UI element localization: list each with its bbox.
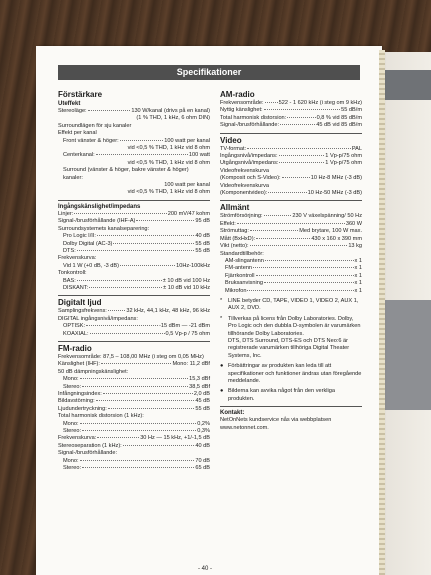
spec-row: Frekvenskurva: 30 Hz — 15 kHz, +1/-1,5 dB [58,435,210,442]
spec-row: Stereo: 65 dB [63,465,210,472]
spec-row: Effekt: 360 W [220,220,362,227]
spec-row: Mono: 0,2% [63,420,210,427]
spec-row: BAS: ± 10 dB vid 100 Hz [63,277,210,284]
spec-detail: 100 watt per kanal [164,182,210,189]
footnote: * LINE betyder CD, TAPE, VIDEO 1, VIDEO 2, AUX 1, AUX 2, DVD. [220,297,359,312]
subheading-uteffekt: Uteffekt [58,101,81,107]
spec-row: Frekvensområde: 522 - 1 620 kHz (i steg om 9 kHz) [220,100,362,106]
contact-text: NetOnNets kundservice nås via webbplatsen [220,417,332,424]
spec-row: DISKANT: ± 10 dB vid 10 kHz [63,284,210,291]
spec-row: Mono: 70 dB [63,457,210,464]
spec-row: Strömförsörjning: 230 V växelspänning/ 50 Hz [220,213,362,220]
spec-row: Vid 1 W (+0 dB, -3 dB) 10Hz-100kHz [63,262,210,269]
spec-row: Samplingsfrekvens: 32 kHz, 44,1 kHz, 48 kHz, 96 kHz [58,308,210,315]
adjacent-page-band [384,70,431,100]
spec-row: Centerkanal: 100 watt [63,152,210,159]
page-title: Specifikationer [58,65,360,80]
spec-text: Standardtillbehör: [220,250,264,257]
spec-row: Stereoseparation (1 kHz): 40 dB [58,442,210,449]
spec-row: DTS: 55 dB [63,247,210,254]
divider [220,200,362,201]
contact-url: www.netonnet.com. [220,424,269,431]
divider [220,406,362,407]
spec-text: Signal-/brusförhållande: [58,450,118,457]
spec-row: (Komponentvideo): 10 Hz-50 MHz (-3 dB) [220,190,362,197]
spec-row: TV-format: PAL [220,145,362,152]
section-heading-fm: FM-radio [58,343,92,353]
section-heading-am: AM-radio [220,90,255,99]
spec-text: Total harmonisk distorsion (1 kHz): [58,413,144,420]
contact-heading: Kontakt: [220,410,245,417]
spec-row: Total harmonisk distorsion: 0,8 % vid 85 dB/m [220,114,362,121]
bullet-mark: ● [220,363,224,370]
spec-row: Vikt (netto): 13 kg [220,243,362,250]
spec-row: KOAXIAL: 0,5 Vp-p / 75 ohm [63,330,210,337]
spec-row: Front vänster & höger: 100 watt per kanal [63,137,210,144]
footnote: ● Förbättringar av produkten kan leda till att specifikationer och funktioner ändras utan föregående meddelande. [220,363,362,384]
spec-row: (Komposit och S-Video): 10 Hz-8 MHz (-3 dB) [220,175,362,182]
spec-text: Frekvenskurva: [58,255,97,262]
spec-row: Stereoläge: 130 W/kanal (drivs på en kanal) [58,108,210,114]
divider [220,133,362,134]
right-column [220,90,362,432]
spec-detail: vid <0,5 % THD, 1 kHz vid 8 ohm [127,145,210,152]
spec-text: DIGITAL ingångsnivå/impedans: [58,315,138,322]
spiral-binding [379,50,385,575]
spec-row: Känslighet (IHF): Mono: 11,2 dBf [58,361,210,368]
asterisk-mark: * [220,297,223,304]
spec-row: Stereo: 0,3% [63,428,210,435]
spec-row: Bildavstörning: 45 dB [58,398,210,405]
footnote: ● Bilderna kan avvika något från den verkliga produkten. [220,388,335,402]
spec-text: Videofrekvenskurva [220,182,270,189]
spec-row: OPTISK: -15 dBm — -21 dBm [63,323,210,330]
section-heading-video: Video [220,135,242,145]
adjacent-page-stripe [384,300,431,410]
spec-row: Nyttig känslighet: 55 dB/m [220,107,362,114]
section-heading-digital: Digitalt ljud [58,298,102,308]
spec-text: Frekvensområde: 87,5 – 108,00 MHz (i steg om 0,05 MHz) [58,353,204,360]
spec-row: Signal-/brusförhållande (IHF-A) 95 dB [58,218,210,225]
subheading-ingang: Ingångskänslighet/impedans [58,203,141,210]
spec-row: AM-slingantenn x 1 [225,257,362,264]
left-column [58,90,210,472]
spec-row: Ljudundertryckning: 55 dB [58,405,210,412]
spec-row: Mikrofon x 1 [225,287,362,294]
spec-row: Pro Logic I/II: 40 dB [63,233,210,240]
spec-row: Fjärrkontroll x 1 [225,272,362,279]
spec-row: Utgångsnivå/impedans: 1 Vp-p/75 ohm [220,160,362,167]
asterisk-mark: * [220,315,223,322]
spec-row: Mono: 15,3 dBf [63,376,210,383]
spec-row: Strömuttag: Med brytare, 100 W max. [220,228,362,235]
spec-detail: vid <0,5 % THD, 1 kHz vid 8 ohm [127,159,210,166]
divider [58,295,210,296]
spec-text: Surroundsystemets kanalseparering: [58,225,150,232]
manual-page [36,46,382,575]
section-heading-forstarkare: Förstärkare [58,90,103,99]
spec-row: FM-antenn x 1 [225,265,362,272]
bullet-mark: ● [220,388,224,395]
spec-text: Tonkontroll: [58,270,87,277]
section-heading-allmant: Allmänt [220,203,250,213]
spec-text: Surround (vänster & höger, bakre vänster & höger) kanaler: [63,167,189,181]
footnote: * Tillverkas på licens från Dolby Laboratories. Dolby, Pro Logic och den dubbla D-symbolen är varumärken tillhörande Dolby Laboratories. DTS, DTS Surround, DTS-ES och DTS Neo:6 är registrerade varumärken tillhöriga Digital Theater Systems, Inc. [220,315,361,359]
spec-text: Videofrekvenskurva [220,167,270,174]
divider [58,341,210,342]
spec-row: Bruksanvisning x 1 [225,280,362,287]
divider [58,200,210,201]
page-number: - 40 - [198,566,213,572]
spec-detail: vid <0,5 % THD, 1 kHz vid 8 ohm [127,189,210,196]
spec-row: Stereo: 38,5 dBf [63,383,210,390]
spec-text: Effekt per kanal [58,130,97,137]
spec-detail: (1 % THD, 1 kHz, 6 ohm DIN) [136,115,210,122]
spec-row: Ingångsnivå/impedans: 1 Vp-p/75 ohm [220,153,362,160]
spec-row: Dolby Digital (AC-3) 55 dB [63,240,210,247]
spec-row: Infångningsindex: 2,0 dB [58,391,210,397]
spec-text: Surroundlägen för sju kanaler [58,122,132,129]
spec-row: Linjer: 200 mV/47 kohm [58,210,210,217]
spec-row: Mått (BxHxD): 430 x 160 x 390 mm [220,235,362,242]
spec-text: 50 dB dämpningskänslighet: [58,368,129,375]
spec-row: Signal-/brusförhållande: 45 dB vid 85 dB/m [220,122,362,129]
